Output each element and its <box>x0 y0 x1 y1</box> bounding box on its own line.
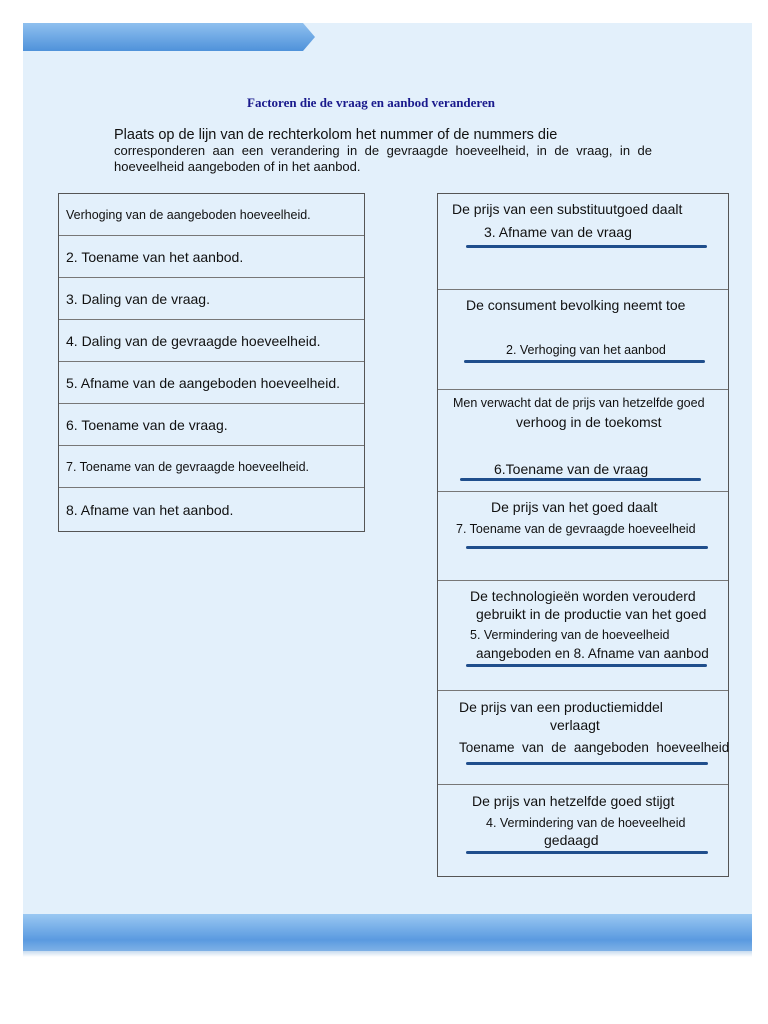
scenario-prompt: Men verwacht dat de prijs van hetzelfde goed <box>453 396 705 410</box>
option-row: 5. Afname van de aangeboden hoeveelheid. <box>59 362 364 404</box>
answer-line[interactable] <box>466 664 707 667</box>
option-row: 6. Toename van de vraag. <box>59 404 364 446</box>
scenario-prompt: verhoog in de toekomst <box>516 414 662 430</box>
scenario-cell <box>438 492 728 581</box>
instructions-rest: corresponderen aan een verandering in de gevraagde hoeveelheid, in de vraag, in de hoeveelheid aangeboden of in het aanbod. <box>114 143 652 174</box>
scenario-prompt: verlaagt <box>550 717 600 733</box>
scenario-cell <box>438 194 728 290</box>
instructions-line-1: Plaats op de lijn van de rechterkolom het nummer of de nummers die <box>114 127 558 143</box>
answer-line[interactable] <box>466 851 708 854</box>
scenario-answer: 2. Verhoging van het aanbod <box>506 343 666 357</box>
scenario-prompt: gebruikt in de productie van het goed <box>476 606 707 622</box>
scenarios-table <box>437 193 729 877</box>
answer-line[interactable] <box>466 245 707 248</box>
scenario-answer: 6.Toename van de vraag <box>494 461 649 477</box>
options-table <box>58 193 365 532</box>
option-row: 8. Afname van het aanbod. <box>66 501 234 518</box>
option-row: 3. Daling van de vraag. <box>59 278 364 320</box>
scenario-answer: gedaagd <box>544 832 599 848</box>
scenario-answer: 3. Afname van de vraag <box>484 224 632 240</box>
scenario-answer: Toename van de aangeboden hoeveelheid <box>459 740 730 755</box>
answer-line[interactable] <box>466 762 708 765</box>
instructions <box>114 127 652 175</box>
bottom-banner <box>23 914 752 951</box>
scenario-answer: 4. Vermindering van de hoeveelheid <box>486 816 686 830</box>
scenario-prompt: De prijs van een substituutgoed daalt <box>452 201 683 217</box>
option-row: 2. Toename van het aanbod. <box>59 236 364 278</box>
scenario-prompt: De prijs van een productiemiddel <box>459 699 663 715</box>
answer-line[interactable] <box>466 546 708 549</box>
bottom-banner-shadow <box>23 951 752 957</box>
scenario-answer: 7. Toename van de gevraagde hoeveelheid <box>456 522 696 536</box>
scenario-prompt: De prijs van het goed daalt <box>491 499 658 515</box>
scenario-prompt: De consument bevolking neemt toe <box>466 297 686 313</box>
worksheet-title: Factoren die de vraag en aanbod veranderen <box>247 95 495 110</box>
top-banner-arrow <box>23 23 315 51</box>
scenario-cell <box>438 581 728 691</box>
scenario-answer: aangeboden en 8. Afname van aanbod <box>476 646 709 661</box>
option-row: 4. Daling van de gevraagde hoeveelheid. <box>59 320 364 362</box>
scenario-prompt: De technologieën worden verouderd <box>470 588 696 604</box>
answer-line[interactable] <box>460 478 701 481</box>
scenario-answer: 5. Vermindering van de hoeveelheid <box>470 628 670 642</box>
answer-line[interactable] <box>464 360 705 363</box>
scenario-cell <box>438 390 728 492</box>
scenario-cell <box>438 691 728 785</box>
scenario-cell <box>438 290 728 390</box>
option-row: Verhoging van de aangeboden hoeveelheid. <box>59 194 364 236</box>
scenario-prompt: De prijs van hetzelfde goed stijgt <box>472 793 675 809</box>
scenario-cell <box>438 785 728 876</box>
option-row: 7. Toename van de gevraagde hoeveelheid. <box>59 446 364 488</box>
